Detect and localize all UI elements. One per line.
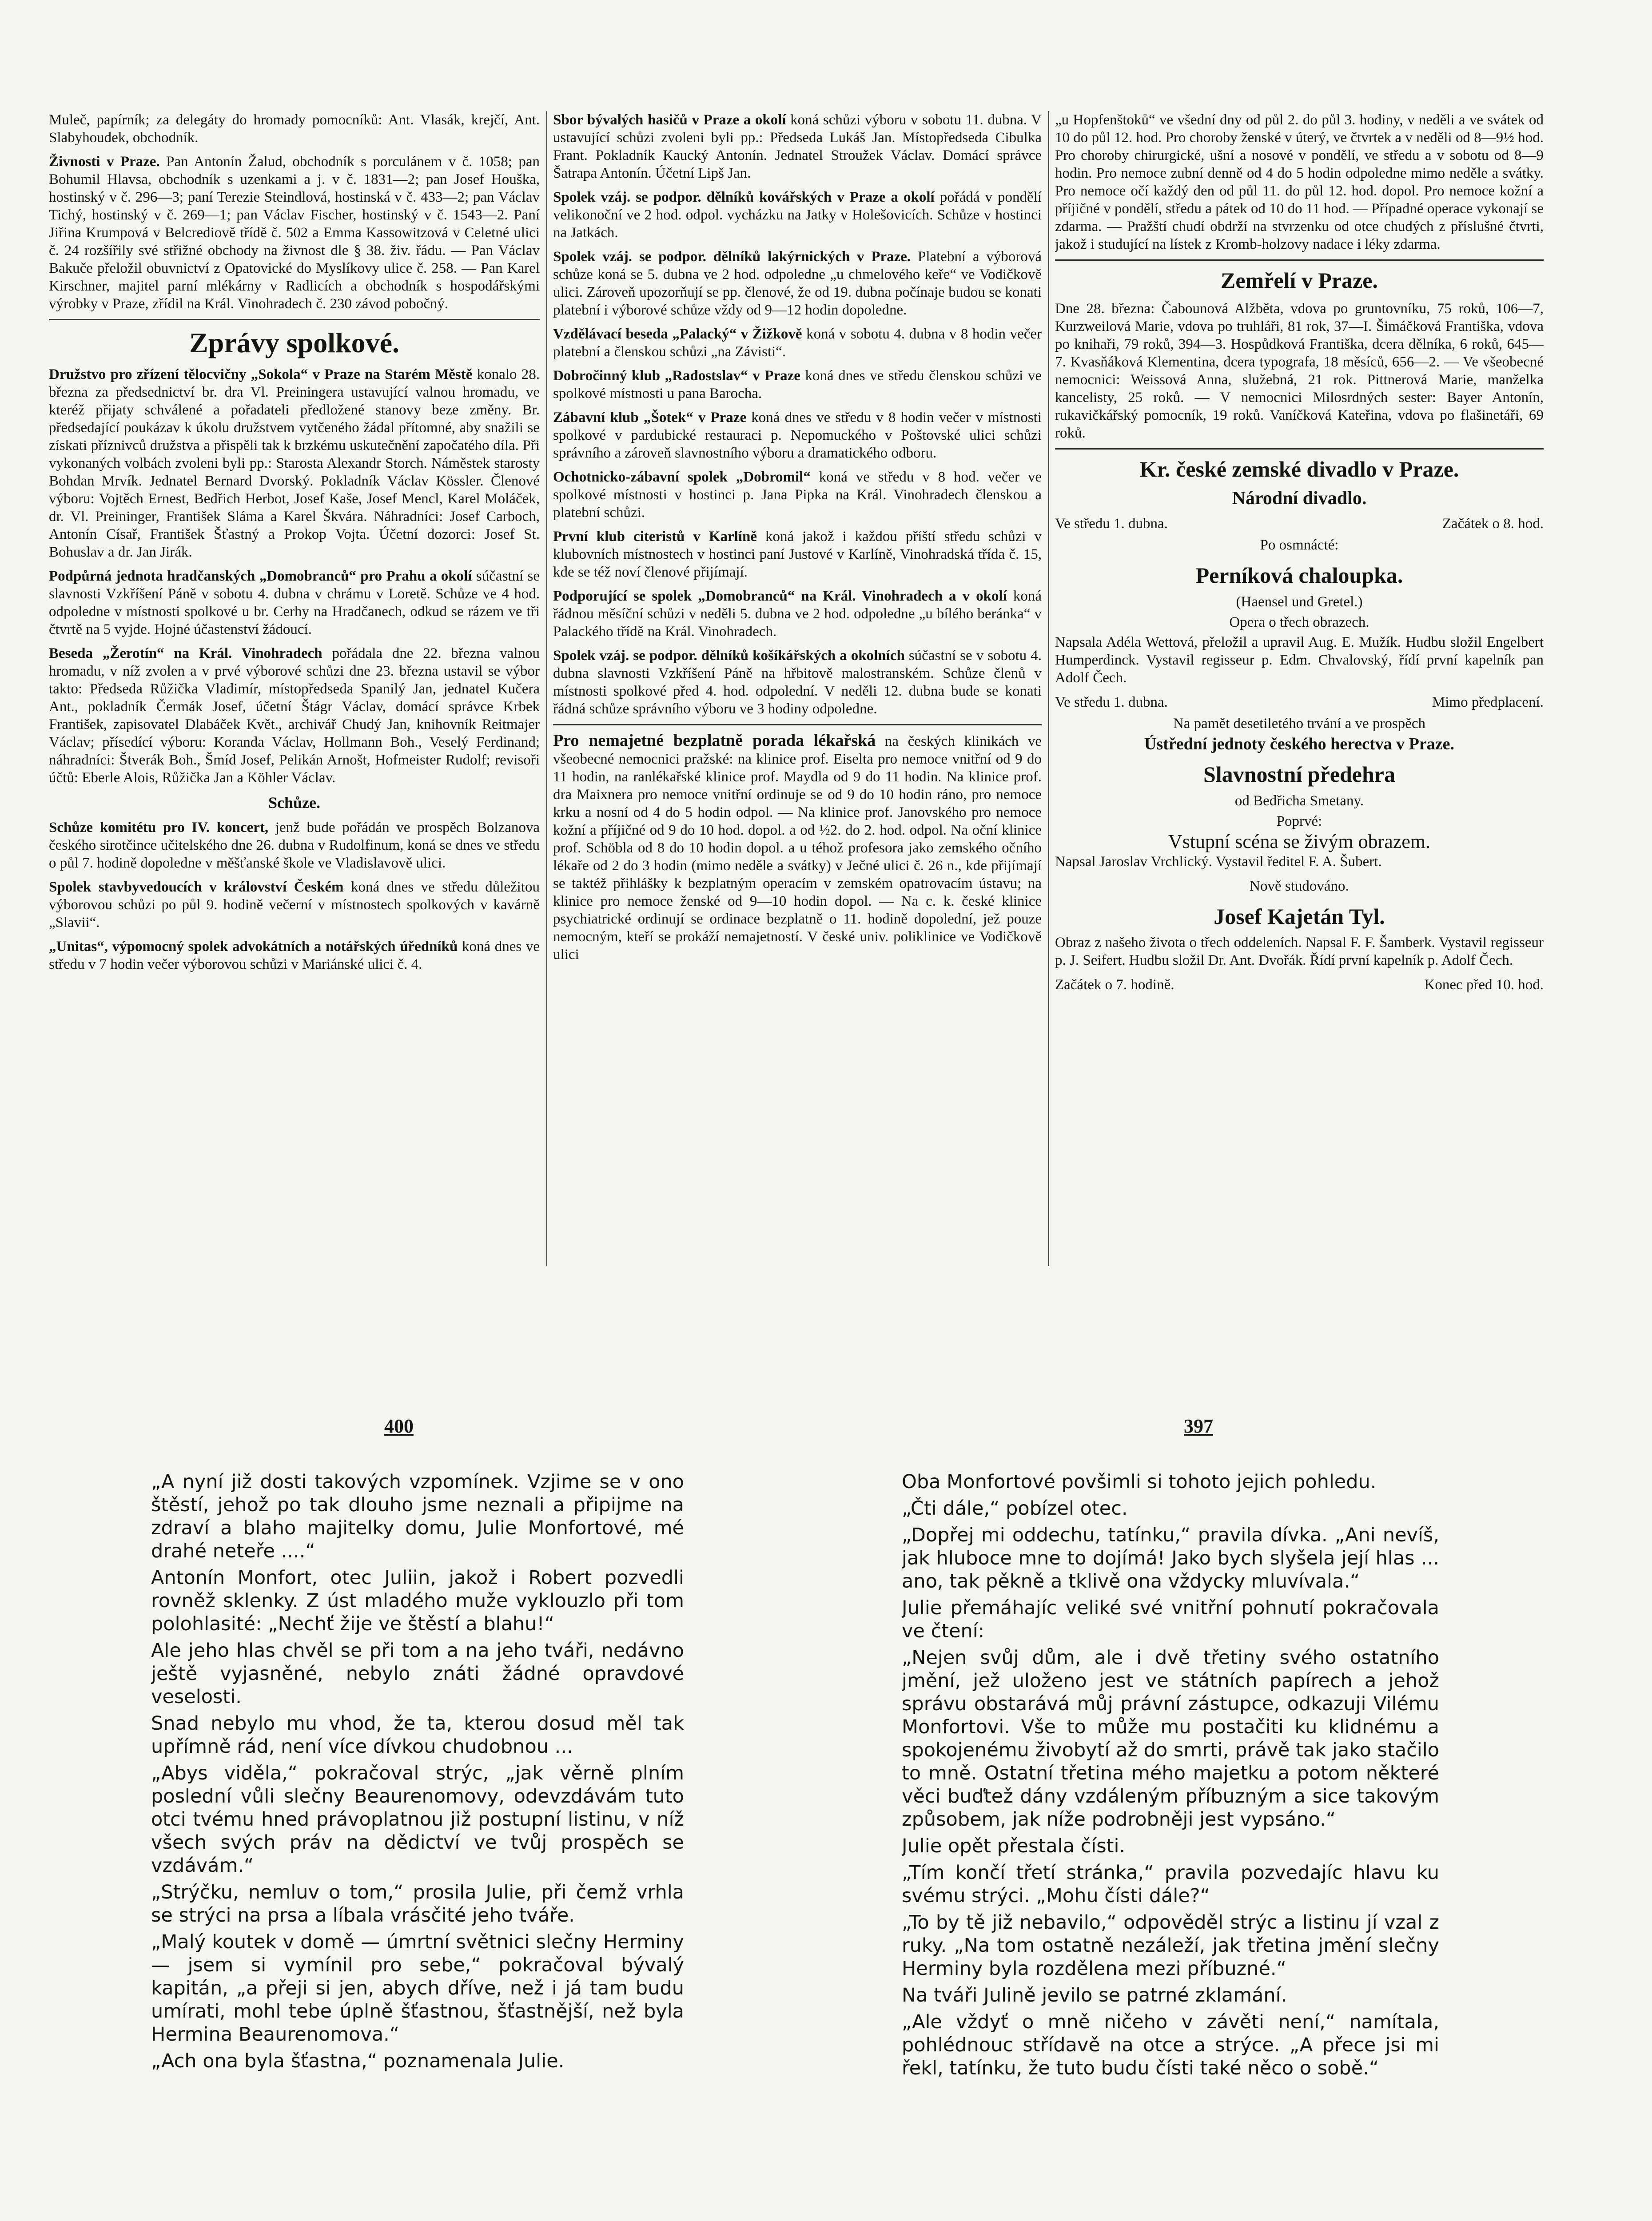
story-paragraph: Julie přemáhajíc veliké své vnitřní pohnutí pokračovala ve čtení: [902,1597,1439,1642]
show-composer: od Bedřicha Smetany. [1234,793,1364,809]
show-credits: Napsal Jaroslav Vrchlický. Vystavil ředitel F. A. Šubert. [1055,854,1382,870]
meeting-entry-text: jenž bude pořádán ve prospěch Bolzanova českého sirotčince učitelského dne 26. dubna v Rudolfinum, koná se dnes ve středu o půl 7. hodině dopoledne v měšťanské škole ve Vladislavově ulici. [49,820,540,871]
club-entry-lead: Beseda „Žerotín“ na Král. Vinohradech [49,645,322,661]
club-entry-lead: Dobročinný klub „Radostslav“ v Praze [553,368,800,384]
show-title: Perníková chaloupka. [1195,563,1403,588]
column-rule [1048,111,1049,1266]
show-original-title: (Haensel und Gretel.) [1236,594,1363,610]
trade-news-text: Pan Antonín Žalud, obchodník s porculánem v č. 1058; pan Bohumil Hlavsa, obchodník s uzenkami a j. v č. 1831—2; pan Josef Houška, hostinský v č. 296—3; paní Terezie Steindlová, hostinská v č. 433—2; pan Václav Tichý, hostinský v č. 269—1; pan Václav Fischer, hostinský v č. 1543—2. Paní Jiřina Krumpová v Belcrediově třídě č. 502 a Emma Kassowitzová v Celetné ulici č. 24 rozšířily své střižné obchody na živnost dle § 38. živ. řádu. — Pan Václav Bakuče přeložil obuvnictví z Opatovické do Myslíkovy ulice č. 258. — Pan Karel Kirschner, majitel parní mlékárny v Radlicích a obchodník s hospodářskými výrobky v Praze, zřídil na Král. Vinohradech č. 230 závod pobočný. [49,154,540,312]
show-title: Slavnostní předehra [1203,762,1395,787]
deaths-heading: Zemřelí v Praze. [1221,268,1378,293]
club-entry [553,647,1042,718]
club-entry-text: konalo 28. března za předsednictví br. dra Vl. Preiningera ustavující valnou hromadu, ve kteréž přijaty schválené a pořadateli předložené stanovy beze změny. Br. předsedající poukázav k úkolu družstvem vytčeného žádal přítomné, aby snažili se získati příznivců družstva a přispěli tak k brzkému uskutečnění započatého díla. Při vykonaných volbách zvoleni byli pp.: Starosta Alexandr Storch. Náměstek starosty Bohdan Mrvík. Jednatel Bernard Dvorský. Pokladník Václav Kössler. Členové výboru: Vojtěch Ernest, Bedřich Herbot, Josef Kaše, Josef Mencl, Karel Moláček, dr. Vl. Preininger, František Sláma a Karel Škvára. Náhradníci: Josef Carboch, Antonín Císař, František Šťastný a Prokop Vojta. Účetní dozorci: Josef St. Bohuslav a dr. Jan Jirák. [49,366,540,560]
club-entry-lead: Ochotnicko-zábavní spolek „Dobromil“ [553,469,811,485]
club-entry-lead: Spolek vzáj. se podpor. dělníků košíkářských a okolních [553,648,905,664]
show-credits: Napsala Adéla Wettová, přeložil a upravil Aug. E. Mužík. Hudbu složil Engelbert Humperdinck. Vystavil regisseur p. Edm. Chvalovský, řídí první kapelník pan Adolf Čech. [1055,634,1544,686]
club-entry-text: súčastní se slavnosti Vzkříšení Páně v sobotu 4. dubna v chrámu v Loretě. Schůze ve 4 hod. odpoledne v místnosti spolkové u br. Cerhy na Hradčanech, odkud se rázem ve tři čtvrtě na 5 vyjde. Hojné účastenství žádoucí. [49,568,540,637]
story-paragraph: Julie opět přestala čísti. [902,1835,1126,1857]
club-entry [553,111,1042,182]
club-entry-text: koná řádnou měsíční schůzi v neděli 5. dubna ve 2 hod. odpoledne „u bílého beránka“ v Palackého třídě na Král. Vinohradech. [553,588,1042,640]
club-entry [553,188,1042,242]
club-entry-lead: Podporující se spolek „Domobranců“ na Král. Vinohradech a v okolí [553,588,1007,604]
show-start: Začátek o 7. hodině. [1055,977,1174,993]
show-start: Začátek o 8. hod. [1442,516,1544,532]
story-paragraph: Na tváři Julině jevilo se patrné zklamání. [902,1984,1287,2006]
meeting-entry-lead: Schůze komitétu pro IV. koncert, [49,820,269,836]
meeting-entry-text: koná dnes ve středu důležitou výborovou schůzi po půl 9. hodině večerní v místnostech spolkových v kavárně „Slavii“. [49,879,540,931]
story-paragraph: „Nejen svůj dům, ale i dvě třetiny svého ostatního jmění, jež uloženo jest ve státních papírech a jehož správu obstarává můj právní zástupce, odkazuji Vilému Monfortovi. Vše to může mu postačiti ku klidnému a spokojenému živobytí až do smrti, právě tak jako stačilo to mně. Ostatní třetina mého majetku a potom některé věci buďtež dány vzdáleným příbuzným a sice takovým způsobem, jak níže podrobněji jest vypsáno.“ [902,1647,1439,1831]
story-paragraph: „A nyní již dosti takových vzpomínek. Vzjime se v ono štěstí, jehož po tak dlouho jsme neznali a připijme na zdraví a blaho majitelky domu, Julie Monfortové, mé drahé neteře ....“ [151,1471,684,1562]
club-entry-text: koná schůzi výboru v sobotu 11. dubna. V ustavující schůzi zvoleni byli pp.: Předseda Lukáš Jan. Místopředseda Cibulka Frant. Pokladník Kaucký Antonín. Jednatel Stroužek Václav. Domácí správce Šatrapa Antonín. Účetní Lipš Jan. [553,112,1042,181]
club-entry [553,325,1042,361]
club-entry [553,248,1042,319]
story-paragraph: „Ale vždyť o mně ničeho v závěti není,“ namítala, pohlédnouc střídavě na otce a strýce. „A přece jsi mi řekl, tatínku, že tuto budu čísti také něco o sobě.“ [902,2011,1439,2079]
story-right [902,1470,1439,2221]
club-entry-text: koná dnes ve středu členskou schůzi ve spolkové místnosti u pana Barocha. [553,368,1042,402]
story-paragraph: „Strýčku, nemluv o tom,“ prosila Julie, při čemž vrhla se strýci na prsa a líbala vrásčité jeho tváře. [151,1881,684,1926]
page-number-right: 397 [1184,1415,1213,1437]
story-left [151,1470,684,2221]
meeting-entry-lead: Spolek stavbyvedoucích v království Českém [49,879,344,895]
column-2 [553,111,1042,1302]
club-entry-lead: První klub citeristů v Karlíně [553,529,757,545]
story-paragraph: Ale jeho hlas chvěl se při tom a na jeho tváři, nedávno ještě vyjasněné, nebylo znáti žádné opravdové veselosti. [151,1640,684,1708]
show-credits: Obraz z našeho života o třech oddeleních. Napsal F. F. Šamberk. Vystavil regisseur p. J. Seifert. Hudbu složil Dr. Ant. Dvořák. Řídí první kapelník p. Adolf Čech. [1055,935,1544,968]
club-entry-lead: Družstvo pro zřízení tělocvičny „Sokola“ v Praze na Starém Městě [49,366,473,382]
club-entry-text: koná dnes ve středu v 8 hodin večer v místnosti spolkové v pardubické restauraci p. Nepomuckého v Poštovské ulici schůzi správního a zároveň slavnostního výboru a dramatického odboru. [553,410,1042,461]
theatre-subtitle: Národní divadlo. [1232,488,1367,509]
club-entry [49,567,540,638]
club-entry [553,528,1042,581]
theatre-title: Kr. české zemské divadlo v Praze. [1139,457,1459,482]
meeting-entry-lead: „Unitas“, výpomocný spolek advokátních a notářských úředníků [49,939,458,955]
story-paragraph: „Dopřej mi oddechu, tatínku,“ pravila dívka. „Ani nevíš, jak hluboce mne to dojímá! Jako bych slyšela její hlas ... ano, tak pěkně a tklivě ona vždycky mluvívala.“ [902,1524,1439,1592]
divider [553,724,1042,725]
club-entry [553,409,1042,462]
show-date-row [1055,514,1544,533]
meeting-entry-text: koná dnes ve středu v 7 hodin večer výborovou schůzi v Mariánské ulici č. 4. [49,939,540,972]
club-entry-lead: Spolek vzáj. se podpor. dělníků kovářských v Praze a okolí [553,189,935,205]
story-paragraph: „Tím končí třetí stránka,“ pravila pozvedajíc hlavu ku svému strýci. „Mohu čísti dále?“ [902,1862,1439,1907]
story-paragraph: „Malý koutek v domě — úmrtní světnici slečny Herminy — jsem si vymínil pro sebe,“ pokračoval bývalý kapitán, „a přeji si jen, abych dříve, než i já tam budu umírati, mohl tebe úplně šťastnou, šťastnější, než byla Hermina Beaurenomova.“ [151,1931,684,2046]
divider [49,319,540,320]
column-1 [49,111,540,1302]
show-date: Ve středu 1. dubna. [1055,694,1168,710]
club-entry-text: koná jakož i každou příští středu schůzi v klubovních místnostech v hostinci paní Justové v Karlíně, Vinohradská třída č. 15, kde se též noví členové přijímají. [553,529,1042,580]
club-entry [553,468,1042,521]
show-title: Josef Kajetán Tyl. [1214,904,1385,929]
subheading-meetings: Schůze. [268,794,320,812]
show-beneficiary: Ústřední jednoty českého herectva v Praze. [1144,735,1454,753]
meeting-entry [49,938,540,973]
club-entry-text: Platební a výborová schůze koná se 5. dubna ve 2 hod. odpoledne „u chmelového keře“ ve Vodičkově ulici. Zároveň upozorňují se pp. členové, že od 19. dubna počínaje budou se konati platební i výborové schůze vždy od 9—12 hodin dopoledne. [553,249,1042,318]
show-end: Konec před 10. hod. [1424,977,1544,993]
divider [1055,448,1544,450]
meeting-entry [49,819,540,872]
story-paragraph: Oba Monfortové povšimli si tohoto jejich pohledu. [902,1471,1377,1493]
club-entry-lead: Podpůrná jednota hradčanských „Domobranců“ pro Prahu a okolí [49,568,472,584]
medical-notice [553,732,1042,963]
column-rule [546,111,547,1266]
club-entry-text: pořádá v pondělí velikonoční ve 2 hod. odpol. vycházku na Jatky v Holešovicích. Schůze v hostinci na Jatkách. [553,189,1042,241]
club-entry-lead: Vzdělávací beseda „Palacký“ v Žižkově [553,326,802,342]
medical-notice-continued: „u Hopfenštoků“ ve všední dny od půl 2. do půl 3. hodiny, v neděli a ve svátek od 10 do půl 12. hod. Pro choroby ženské v úterý, ve čtvrtek a v neděli od 8—9½ hod. Pro choroby chirurgické, ušní a nosové v pondělí, ve středu a v sobotu od 8—9 hodin. Pro nemoce zubní denně od 4 do 5 hodin odpoledne mimo neděle a svátky. Pro nemoce očí každý den od půl 11. do půl 12. hod. dopol. Pro nemoce kožní a příjičné v pondělí, středu a pátek od 10 do 11 hod. — Případné operace vykonají se zdarma. — Pražští chudí obdrží na stvrzenku od otce chudých z příslušné čtvrti, jakož i studující na lístek z Kromb-holzovy nadace i léky zdarma. [1055,112,1544,252]
show-note: Poprvé: [1276,813,1322,829]
show-genre: Opera o třech obrazech. [1229,614,1369,630]
story-paragraph: „To by tě již nebavilo,“ odpověděl strýc a listinu jí vzal z ruky. „Na tom ostatně nezáleží, jak třetina jmění slečny Herminy byla rozdělena mezi příbuzné.“ [902,1911,1439,1980]
column-3 [1055,111,1544,1302]
story-paragraph: „Abys viděla,“ pokračoval strýc, „jak věrně plním poslední vůli slečny Beaurenomovy, odevzdávám tuto otci tvému hned právoplatnou již postupní listinu, v níž všech svých práv na dědictví ve tvůj prospěch se vzdávám.“ [151,1762,684,1877]
show-subscription: Mimo předplacení. [1432,694,1544,710]
club-entry-lead: Sbor bývalých hasičů v Praze a okolí [553,112,786,128]
story-paragraph: „Ach ona byla šťastna,“ poznamenala Julie. [151,2050,565,2072]
show-play: Vstupní scéna se živým obrazem. [1168,831,1431,852]
story-paragraph: Snad nebylo mu vhod, že ta, kterou dosud měl tak upřímně rád, není více dívkou chudobnou ... [151,1712,684,1758]
notice-delegates: Muleč, papírník; za delegáty do hromady pomocníků: Ant. Vlasák, krejčí, Ant. Slabyhoudek, obchodník. [49,112,540,146]
section-heading-clubs: Zprávy spolkové. [189,327,399,358]
page-number-left: 400 [384,1415,414,1437]
club-entry [49,645,540,787]
show-date: Ve středu 1. dubna. [1055,516,1168,532]
club-entry [553,587,1042,641]
show-note: Na pamět desetiletého trvání a ve prospěch [1173,716,1426,732]
medical-notice-heading: Pro nemajetné bezplatně porada lékařská [553,731,876,750]
deaths-list: Dne 28. března: Čabounová Alžběta, vdova po gruntovníku, 75 roků, 106—7, Kurzweilová Marie, vdova po truhláři, 81 rok, 37—I. Šimáčková Františka, vdova po knihaři, 79 roků, 394—3. Hospůdková Františka, dcera dělníka, 6 roků, 645—7. Kvasňáková Klementina, dcera typografa, 18 měsíců, 656—2. — Ve všeobecné nemocnici: Weissová Anna, služebná, 21 rok. Pittnerová Marie, manželka kancelisty, 25 roků. — V nemocnici Milosrdných sester: Bayer Antonín, rukavičkářský pomocník, 19 roků. Vaníčková Kateřina, vdova po flašinetáři, 69 roků. [1055,301,1544,441]
club-entry [553,367,1042,402]
divider [1055,259,1544,261]
medical-notice-text: na českých klinikách ve všeobecné nemocnici pražské: na klinice prof. Eiselta pro nemoce vnitřní od 9 do 11 hodin, na ranlékařské klinice prof. Maydla od 9 do 11 hodin. Na klinice prof. dra Maixnera pro nemoce vnitřní ordinuje se od 9 do 10 hodin ráno, pro nemoce krku a nosní od 4 do 5 hodin odpol. — Na klinice prof. Janovského pro nemoce kožní a příjičné od 9 do 10 hod. dopol. a od ½2. do 2. hod. odpol. Na oční klinice prof. Schöbla od 8 do 10 hodin dopol. a u téhož profesora jako zemského očního lékaře od 2 do 3 hodin (mimo neděle a svátky) v Ječné ulici č. 26 n., kde přijímají se taktéž přihlášky k bezplatným operacím v zemském opatrovacím ústavu; na klinice pro nemoce ženské od 9—10 hodin dopol. — Na c. k. české klinice psychiatrické ordinují se ordinace bezplatně o 11. hodině dopolední, jež pouze nemocným, kteří se prokáží nemajetností. V české univ. poliklinice ve Vodičkově ulici [553,733,1042,963]
club-entry-text: pořádala dne 22. března valnou hromadu, v níž zvolen a v prvé výborové schůzi dne 23. března ustavil se výbor takto: Předseda Růžička Vladimír, místopředseda Spanilý Jan, jednatel Kučera Ant., pokladník Čermák Josef, účetní Štágr Václav, domácí správce Krbek František, zapisovatel Dlabáček Květ., archivář Chudý Jan, knihovník Reitmajer Václav; přísedící výboru: Koranda Václav, Hollmann Boh., Veselý Ferdinand; náhradníci: Štverák Boh., Šmíd Josef, Pelikán Arnošt, Hofmeister Rudolf; revisoři účtů: Eberle Alois, Růžička Jan a Köhler Václav. [49,645,540,786]
meeting-entry [49,878,540,931]
trade-news-lead: Živnosti v Praze. [49,154,160,170]
show-time-row [1055,975,1544,994]
club-entry-text: súčastní se v sobotu 4. dubna slavnosti Vzkříšení Páně na hřbitově malostranském. Schůze členů v místnosti spolkové před 4. hod. odpolední. V neděli 12. dubna bude se konati řádná schůze správního výboru ve 3 hodiny odpoledne. [553,648,1042,717]
club-entry [49,366,540,561]
club-entry-lead: Zábavní klub „Šotek“ v Praze [553,410,747,426]
trade-news [49,153,540,313]
story-paragraph: „Čti dále,“ pobízel otec. [902,1497,1128,1520]
story-paragraph: Antonín Monfort, otec Juliin, jakož i Robert pozvedli rovněž sklenky. Z úst mladého muže vyklouzlo při tom polohlasité: „Nechť žije ve štěstí a blahu!“ [151,1567,684,1635]
club-entry-lead: Spolek vzáj. se podpor. dělníků lakýrnických v Praze. [553,249,911,265]
club-entry-text: koná ve středu v 8 hod. večer ve spolkové místnosti v hostinci p. Jana Pipka na Král. Vinohradech členskou a platební schůzi. [553,469,1042,521]
club-entry-text: koná v sobotu 4. dubna v 8 hodin večer platební a členskou schůzi „na Závisti“. [553,326,1042,360]
show-note: Nově studováno. [1250,878,1349,894]
show-note: Po osmnácté: [1260,537,1339,553]
show-date-row [1055,693,1544,712]
